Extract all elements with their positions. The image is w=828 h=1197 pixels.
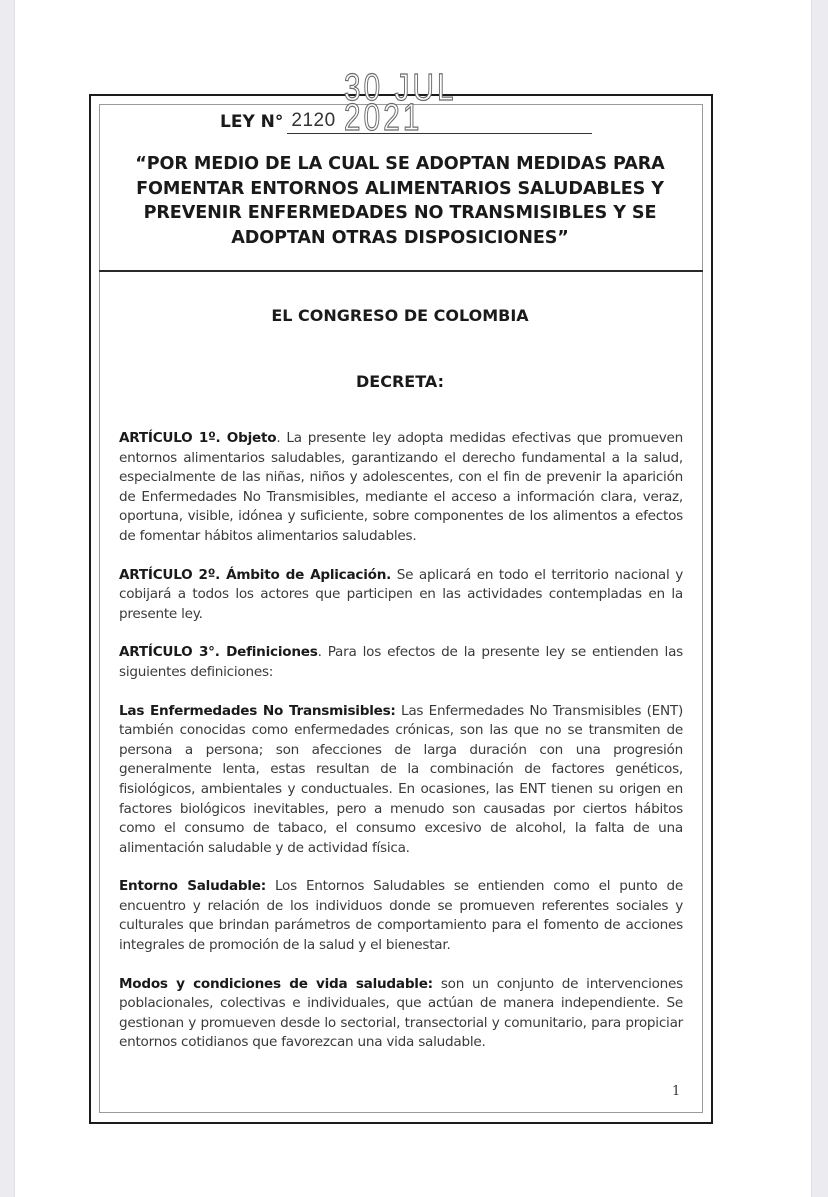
viewer-right-edge	[811, 0, 828, 1197]
article-separator: .	[276, 430, 281, 446]
article-2	[119, 566, 683, 625]
article-heading: ARTÍCULO 3°. Definiciones	[119, 644, 318, 661]
definition-ent	[119, 702, 683, 859]
article-text: Se aplicará en todo el territorio nacional y cobijará a todos los actores que participen en las actividades contempladas en la presente ley.	[119, 566, 683, 622]
date-stamp: 30 JUL 2021	[343, 67, 456, 139]
definition-text: Las Enfermedades No Transmisibles (ENT) también conocidas como enfermedades crónicas, son las que no se transmiten de persona a persona; son afecciones de larga duración con una progresión generalmente lenta, estas resultan de la combinación de factores genéticos, fisiológicos, ambientales y conductuales. En ocasiones, las ENT tienen su origen en factores biológicos inevitables, pero a menudo son causadas por ciertos hábitos como el consumo de tabaco, el consumo excesivo de alcohol, la falta de una alimentación saludable y de actividad física.	[119, 702, 683, 856]
document-body	[119, 429, 683, 1072]
definition-text: son un conjunto de intervenciones poblacionales, colectivas e individuales, que actúan de manera independiente. Se gestionan y promueven desde lo sectorial, transectorial y comunitario, para propiciar entornos cotidianos que favorezcan una vida saludable.	[119, 975, 683, 1051]
law-label: LEY N°	[220, 112, 284, 132]
law-number-line	[220, 67, 592, 139]
article-separator: .	[317, 644, 322, 661]
law-title: “POR MEDIO DE LA CUAL SE ADOPTAN MEDIDAS PARA FOMENTAR ENTORNOS ALIMENTARIOS SALUDABLES Y PREVENIR ENFERMEDADES NO TRANSMISIBLES Y SE ADOPTAN OTRAS DISPOSICIONES”	[135, 154, 665, 248]
title-divider	[99, 270, 703, 272]
law-number: 2120	[291, 110, 336, 131]
article-1	[119, 429, 683, 547]
article-text: La presente ley adopta medidas efectivas que promueven entornos alimentarios saludables, garantizando el derecho fundamental a la salud, especialmente de las niñas, niños y adolescentes, con el fin de prevenir la aparición de Enfermedades No Transmisibles, mediante el acceso a información clara, veraz, oportuna, visible, idónea y suficiente, sobre componentes de los alimentos a efectos de fomentar hábitos alimentarios saludables.	[119, 430, 684, 544]
page-number: 1	[672, 1084, 681, 1099]
definition-modos-vida	[119, 975, 683, 1053]
law-number-field	[287, 67, 592, 139]
definition-entorno-saludable	[119, 877, 683, 955]
article-text: Para los efectos de la presente ley se entienden las siguientes definiciones:	[119, 644, 683, 680]
definition-term: Modos y condiciones de vida saludable:	[119, 975, 433, 992]
decree-heading: DECRETA:	[356, 372, 444, 391]
definition-term: Entorno Saludable:	[119, 878, 266, 895]
viewer-left-edge	[0, 0, 15, 1197]
article-heading: ARTÍCULO 2º. Ámbito de Aplicación.	[119, 566, 392, 583]
article-heading: ARTÍCULO 1º. Objeto	[119, 430, 277, 446]
issuer-heading: EL CONGRESO DE COLOMBIA	[271, 306, 529, 325]
definition-term: Las Enfermedades No Transmisibles:	[119, 702, 396, 719]
article-3	[119, 643, 683, 682]
definition-text: Los Entornos Saludables se entienden como el punto de encuentro y relación de los individuos donde se promueven referentes sociales y culturales que brindan parámetros de comportamiento para el fomento de acciones integrales de promoción de la salud y el bienestar.	[119, 878, 683, 954]
